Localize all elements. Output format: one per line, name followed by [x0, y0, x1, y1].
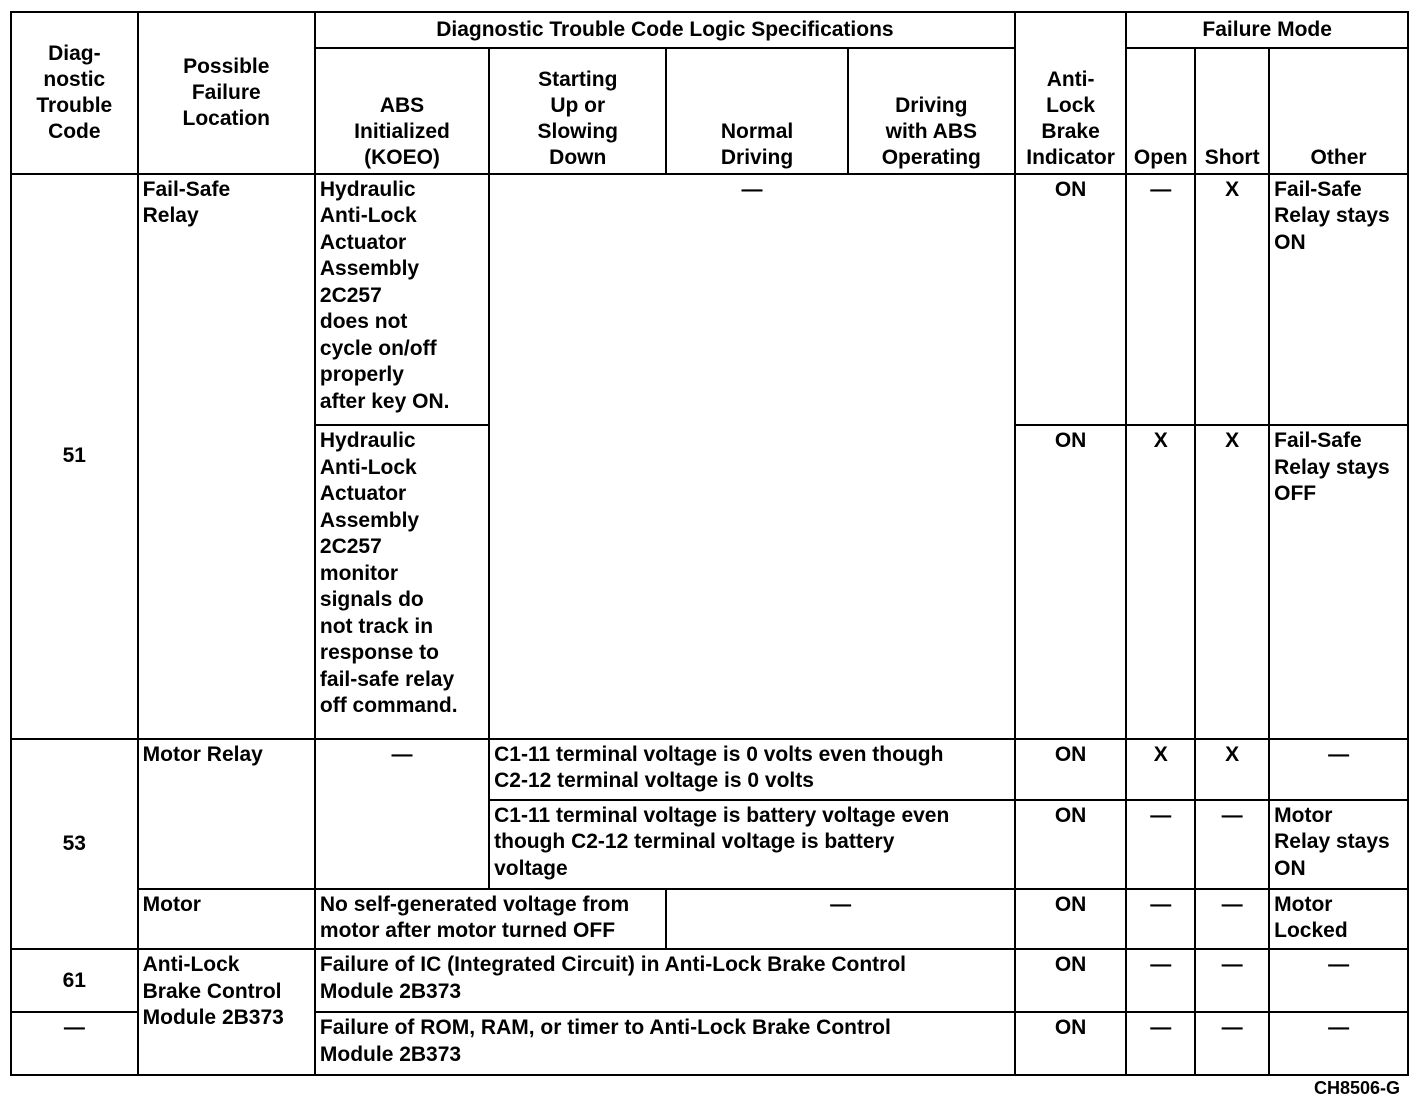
- logic-cell: No self-generated voltage from motor after motor turned OFF: [315, 889, 667, 950]
- header-indicator: Anti- Lock Brake Indicator: [1015, 12, 1126, 174]
- header-logic-group: Diagnostic Trouble Code Logic Specifications: [315, 12, 1015, 48]
- other-cell: Fail-Safe Relay stays OFF: [1269, 425, 1408, 739]
- dtc-code-cell: —: [11, 1012, 138, 1075]
- table-row: [11, 949, 1408, 1012]
- location-cell: Motor Relay: [138, 739, 315, 889]
- header-normal: Normal Driving: [666, 48, 847, 174]
- short-cell: X: [1195, 425, 1269, 739]
- header-abs-init: ABS Initialized (KOEO): [315, 48, 489, 174]
- dtc-code-cell: 51: [11, 174, 138, 739]
- short-cell: —: [1195, 949, 1269, 1012]
- abs-init-cell: Hydraulic Anti-Lock Actuator Assembly 2C257 does not cycle on/off properly after key ON.: [315, 174, 489, 425]
- table-row: [11, 739, 1408, 800]
- table-row: [11, 174, 1408, 425]
- logic-cell: Failure of IC (Integrated Circuit) in Anti-Lock Brake Control Module 2B373: [315, 949, 1015, 1012]
- abs-init-cell: —: [315, 739, 489, 889]
- other-cell: Motor Locked: [1269, 889, 1408, 950]
- indicator-cell: ON: [1015, 1012, 1126, 1075]
- short-cell: —: [1195, 889, 1269, 950]
- indicator-cell: ON: [1015, 739, 1126, 800]
- abs-init-cell: Hydraulic Anti-Lock Actuator Assembly 2C257 monitor signals do not track in response to fail-safe relay off command.: [315, 425, 489, 739]
- indicator-cell: ON: [1015, 800, 1126, 889]
- logic-cell: —: [489, 174, 1015, 739]
- other-cell: —: [1269, 739, 1408, 800]
- dtc-code-cell: 61: [11, 949, 138, 1012]
- header-driving-abs: Driving with ABS Operating: [848, 48, 1015, 174]
- logic-cell: C1-11 terminal voltage is 0 volts even though C2-12 terminal voltage is 0 volts: [489, 739, 1015, 800]
- logic-cell: —: [666, 889, 1015, 950]
- other-cell: Fail-Safe Relay stays ON: [1269, 174, 1408, 425]
- open-cell: —: [1126, 889, 1195, 950]
- figure-code: CH8506-G: [1313, 1078, 1400, 1098]
- other-cell: —: [1269, 1012, 1408, 1075]
- short-cell: X: [1195, 739, 1269, 800]
- other-cell: Motor Relay stays ON: [1269, 800, 1408, 889]
- open-cell: —: [1126, 174, 1195, 425]
- indicator-cell: ON: [1015, 949, 1126, 1012]
- header-open: Open: [1126, 48, 1195, 174]
- header-location: Possible Failure Location: [138, 12, 315, 174]
- logic-cell: Failure of ROM, RAM, or timer to Anti-Lock Brake Control Module 2B373: [315, 1012, 1015, 1075]
- open-cell: —: [1126, 1012, 1195, 1075]
- header-short: Short: [1195, 48, 1269, 174]
- header-row-1: [11, 12, 1408, 48]
- location-cell: Motor: [138, 889, 315, 950]
- location-cell: Anti-Lock Brake Control Module 2B373: [138, 949, 315, 1075]
- header-failure-group: Failure Mode: [1126, 12, 1408, 48]
- open-cell: —: [1126, 949, 1195, 1012]
- short-cell: X: [1195, 174, 1269, 425]
- header-starting: Starting Up or Slowing Down: [489, 48, 666, 174]
- short-cell: —: [1195, 1012, 1269, 1075]
- indicator-cell: ON: [1015, 425, 1126, 739]
- header-dtc: Diag- nostic Trouble Code: [11, 12, 138, 174]
- location-cell: Fail-Safe Relay: [138, 174, 315, 739]
- table-row: [11, 889, 1408, 950]
- open-cell: X: [1126, 425, 1195, 739]
- indicator-cell: ON: [1015, 174, 1126, 425]
- other-cell: —: [1269, 949, 1408, 1012]
- indicator-cell: ON: [1015, 889, 1126, 950]
- open-cell: —: [1126, 800, 1195, 889]
- dtc-logic-table: [10, 11, 1409, 1076]
- open-cell: X: [1126, 739, 1195, 800]
- short-cell: —: [1195, 800, 1269, 889]
- dtc-code-cell: 53: [11, 739, 138, 950]
- logic-cell: C1-11 terminal voltage is battery voltage even though C2-12 terminal voltage is battery voltage: [489, 800, 1015, 889]
- header-other: Other: [1269, 48, 1408, 174]
